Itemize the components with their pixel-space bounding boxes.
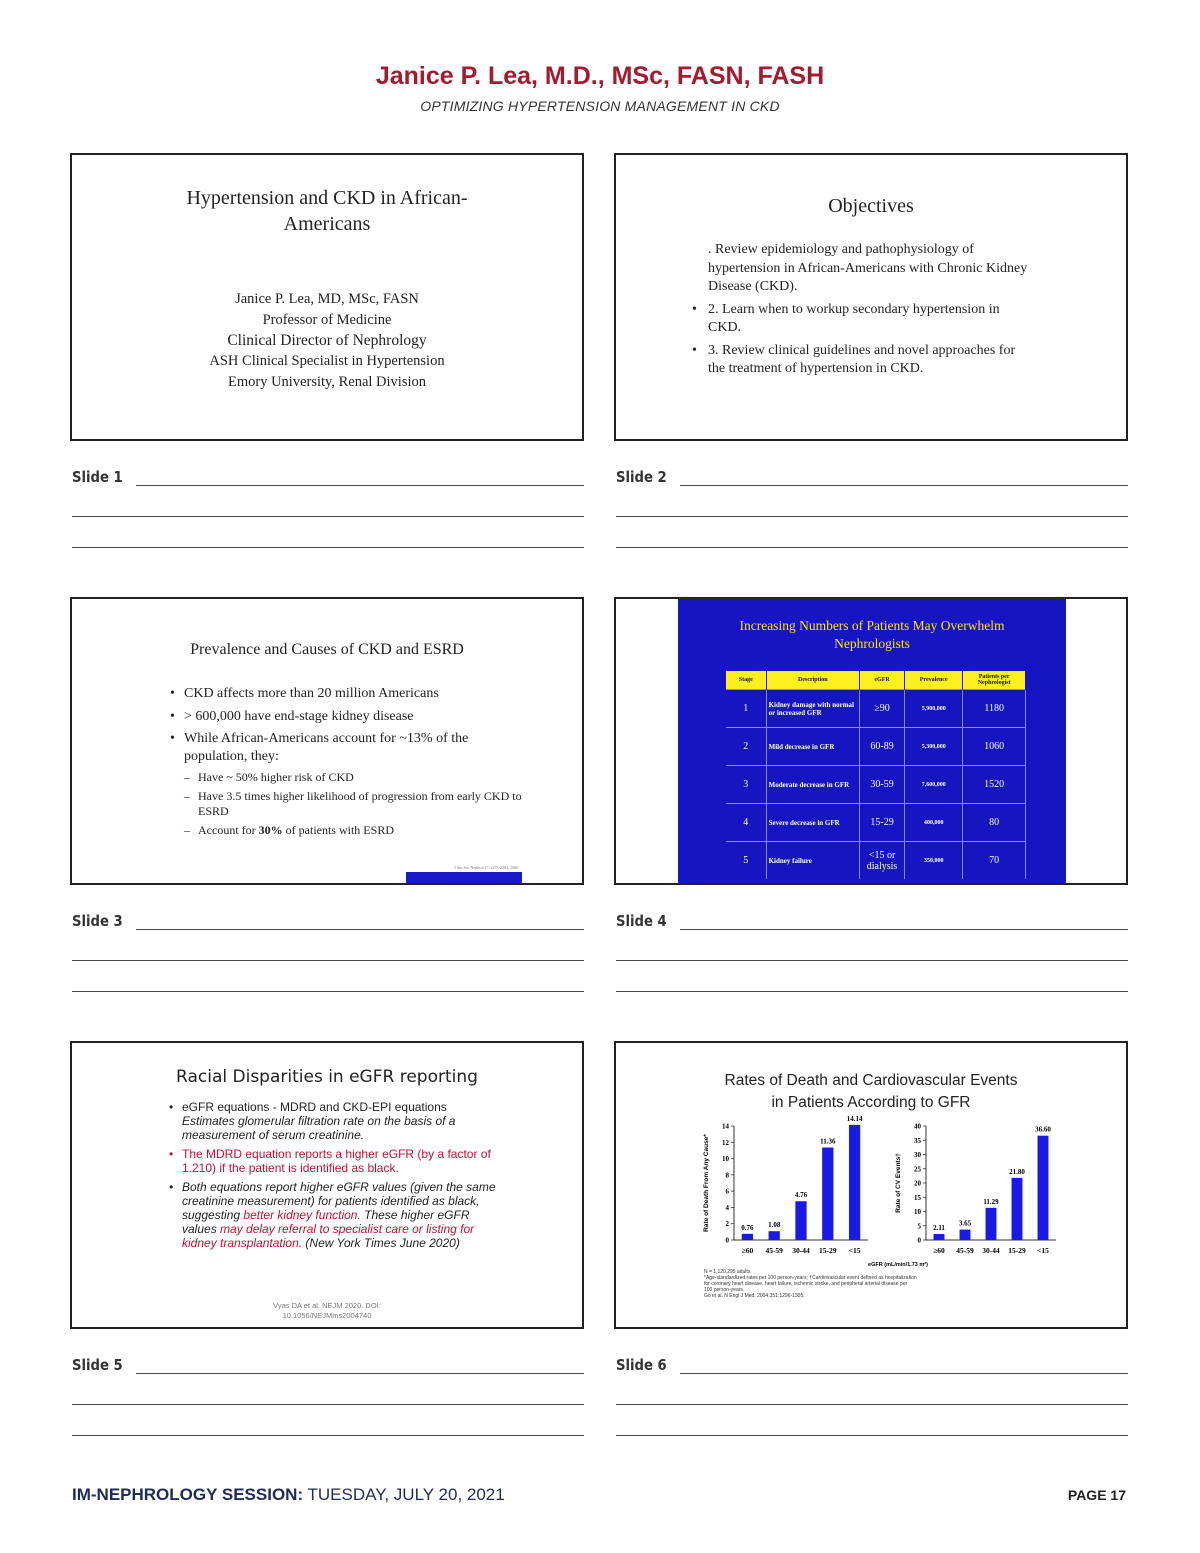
slide-6 <box>614 1041 1128 1329</box>
slide-1-title-line: Americans <box>283 213 371 235</box>
table-cell: 7,600,000 <box>905 766 963 804</box>
citation: J Am Soc Nephrol 17: 2275-2284, 2006 <box>454 865 518 870</box>
session-name: IM-NEPHROLOGY SESSION: <box>72 1485 304 1504</box>
y-tick-label: 5 <box>917 1222 921 1231</box>
x-tick-label: <15 <box>1037 1246 1049 1255</box>
slide-4-title-line: Nephrologists <box>834 636 910 651</box>
text-run: Account for <box>198 823 259 837</box>
column-header: Patients per Nephrologist <box>963 671 1026 690</box>
y-tick-label: 12 <box>722 1138 729 1147</box>
data-label: 36.60 <box>1035 1125 1051 1134</box>
chart-bar <box>986 1208 997 1240</box>
note-line <box>616 1404 1128 1405</box>
sub-list-item: – Have ~ 50% higher risk of CKD <box>198 770 524 785</box>
citation-line: 10.1056/NEJMms2004740 <box>282 1311 372 1320</box>
citation-line: Vyas DA et al. NEJM 2020. DOI: <box>273 1301 381 1310</box>
data-label: 3.65 <box>958 1219 972 1228</box>
column-header: eGFR <box>860 671 905 690</box>
table-cell: 1 <box>726 690 766 728</box>
page-title: Janice P. Lea, M.D., MSc, FASN, FASH <box>375 62 825 90</box>
y-tick-label: 10 <box>722 1155 729 1164</box>
y-axis-label: Rate of CV Events† <box>895 1153 902 1213</box>
decorative-bar <box>406 872 522 883</box>
list-item: • While African-Americans account for ~13% of the population, they: <box>184 730 524 765</box>
data-label: 1.08 <box>768 1221 781 1230</box>
page-number: PAGE 17 <box>1067 1487 1126 1503</box>
table-cell: Kidney damage with normal or increased GFR <box>766 690 859 728</box>
table-row <box>726 842 1026 880</box>
ckd-stage-table <box>726 671 1026 879</box>
highlight-text: better kidney function. <box>243 1208 361 1222</box>
presenter-role: Clinical Director of Nephrology <box>227 331 427 349</box>
text-run: Both equations report higher eGFR values (given the same creatinine measurement) for patients identified as black, suggesting <box>182 1180 496 1222</box>
x-axis-label: eGFR (mL/min/1.73 m²) <box>868 1262 928 1268</box>
table-cell: 15-29 <box>860 804 905 842</box>
table-header-row <box>726 671 1026 690</box>
y-tick-label: 20 <box>914 1179 921 1188</box>
y-tick-label: 14 <box>722 1122 729 1131</box>
slide-6-title-line: Rates of Death and Cardiovascular Events <box>724 1072 1018 1089</box>
footnote-line: *Age-standardized rates per 100 person-years; †Cardiovascular event defined as hospitalization <box>704 1275 917 1281</box>
list-item: . Review epidemiology and pathophysiology of hypertension in African-Americans with Chronic Kidney Disease (CKD). <box>708 242 1028 294</box>
y-tick-label: 40 <box>914 1122 921 1131</box>
slide-5-title: Racial Disparities in eGFR reporting <box>176 1067 478 1087</box>
slide-label: Slide 4 <box>616 912 667 930</box>
data-label: 2.11 <box>933 1223 945 1232</box>
list-item: • 2. Learn when to workup secondary hypertension in CKD. <box>708 301 1028 338</box>
table-row <box>726 728 1026 766</box>
text-run: Estimates glomerular filtration rate on the basis of a measurement of serum creatinine. <box>182 1114 456 1142</box>
note-line <box>616 960 1128 961</box>
note-line <box>616 516 1128 517</box>
slide-1-title <box>72 185 582 237</box>
chart-bar <box>795 1201 806 1240</box>
list-item <box>182 1100 502 1142</box>
data-label: 4.76 <box>794 1191 808 1200</box>
column-header: Prevalence <box>905 671 963 690</box>
x-tick-label: 45-59 <box>765 1246 783 1255</box>
footnote-line: N = 1,120,295 adults. <box>704 1269 752 1275</box>
notes-area-6 <box>616 1356 1130 1436</box>
table-cell: 5 <box>726 842 766 880</box>
presenter-role: Professor of Medicine <box>262 311 392 328</box>
y-tick-label: 2 <box>725 1220 729 1229</box>
table-cell: 5,900,000 <box>905 690 963 728</box>
chart-bar <box>849 1125 860 1240</box>
y-tick-label: 10 <box>914 1208 921 1216</box>
y-tick-label: 8 <box>725 1171 729 1180</box>
y-tick-label: 30 <box>914 1151 921 1159</box>
column-header: Stage <box>726 671 766 690</box>
table-cell: 1520 <box>963 766 1026 804</box>
x-tick-label: 30-44 <box>982 1246 1000 1255</box>
table-cell: 350,000 <box>905 842 963 880</box>
text-run: eGFR equations - MDRD and CKD-EPI equations <box>182 1100 447 1114</box>
text-run: These higher eGFR values <box>182 1208 470 1236</box>
highlight-text: may delay referral to specialist care or listing for kidney transplantation. <box>182 1222 475 1250</box>
chart-bar <box>934 1234 945 1240</box>
x-tick-label: ≥60 <box>933 1246 945 1255</box>
table-cell: Kidney failure <box>766 842 859 880</box>
chart-bar <box>1038 1136 1049 1240</box>
note-line <box>136 485 584 486</box>
data-label: 14.14 <box>846 1114 863 1123</box>
disparities-list <box>182 1100 502 1255</box>
y-tick-label: 6 <box>725 1187 729 1196</box>
note-line <box>72 960 584 961</box>
table-cell: 80 <box>963 804 1026 842</box>
note-line <box>680 929 1128 930</box>
notes-area-1 <box>72 468 586 548</box>
table-row <box>726 690 1026 728</box>
y-tick-label: 35 <box>914 1136 921 1145</box>
table-cell: 400,000 <box>905 804 963 842</box>
text-run: (New York Times June 2020) <box>302 1236 460 1250</box>
slide-2-title: Objectives <box>828 195 914 217</box>
sub-list-item <box>198 823 524 838</box>
table-cell: Mild decrease in GFR <box>766 728 859 766</box>
slide-label: Slide 5 <box>72 1356 123 1374</box>
emphasis-text: 30% <box>258 823 283 837</box>
note-line <box>616 991 1128 992</box>
slide-5 <box>70 1041 584 1329</box>
table-cell: 1180 <box>963 690 1026 728</box>
note-line <box>72 1435 584 1436</box>
prevalence-list <box>184 685 524 842</box>
chart-footnote <box>704 1269 917 1299</box>
slide-label: Slide 6 <box>616 1356 667 1374</box>
slide-3 <box>70 597 584 885</box>
chart-bar <box>1012 1178 1023 1240</box>
page-footer <box>72 1485 505 1505</box>
notes-area-5 <box>72 1356 586 1436</box>
list-item: • CKD affects more than 20 million Americans <box>184 685 524 703</box>
note-line <box>72 991 584 992</box>
table-cell: 2 <box>726 728 766 766</box>
x-tick-label: 30-44 <box>792 1246 810 1255</box>
note-line <box>680 485 1128 486</box>
chart-bar <box>742 1234 753 1240</box>
note-line <box>72 547 584 548</box>
list-item: • The MDRD equation reports a higher eGFR (by a factor of 1.210) if the patient is identified as black. <box>182 1147 502 1175</box>
note-line <box>136 929 584 930</box>
table-cell: 4 <box>726 804 766 842</box>
data-label: 0.76 <box>741 1223 754 1232</box>
list-item <box>182 1180 502 1250</box>
slide-6-title-line: in Patients According to GFR <box>771 1094 971 1111</box>
table-cell: 70 <box>963 842 1026 880</box>
presenter-name: Janice P. Lea, MD, MSc, FASN <box>235 291 419 307</box>
x-tick-label: 45-59 <box>956 1246 974 1255</box>
note-line <box>616 1435 1128 1436</box>
x-tick-label: 15-29 <box>819 1246 837 1255</box>
y-tick-label: 0 <box>725 1236 729 1245</box>
slide-4-title-line: Increasing Numbers of Patients May Overwhelm <box>739 618 1005 633</box>
chart-bar <box>822 1147 833 1240</box>
table-cell: ≥90 <box>860 690 905 728</box>
slide-1-presenter-info <box>72 289 582 393</box>
table-cell: Moderate decrease in GFR <box>766 766 859 804</box>
slide-4-panel <box>678 599 1066 885</box>
note-line <box>136 1373 584 1374</box>
slide-4-title <box>678 617 1066 653</box>
y-axis-label: Rate of Death From Any Cause* <box>703 1134 710 1232</box>
table-cell: <15 or dialysis <box>860 842 905 880</box>
slide-label: Slide 1 <box>72 468 123 486</box>
note-line <box>616 547 1128 548</box>
sub-list-item: – Have 3.5 times higher likelihood of progression from early CKD to ESRD <box>198 789 524 819</box>
citation <box>72 1301 582 1321</box>
chart-bar <box>960 1230 971 1240</box>
notes-area-3 <box>72 912 586 992</box>
note-line <box>680 1373 1128 1374</box>
y-tick-label: 25 <box>914 1165 921 1174</box>
y-tick-label: 15 <box>914 1193 921 1202</box>
slide-1-title-line: Hypertension and CKD in African- <box>186 187 468 209</box>
table-row <box>726 766 1026 804</box>
notes-area-4 <box>616 912 1130 992</box>
table-row <box>726 804 1026 842</box>
notes-area-2 <box>616 468 1130 548</box>
slide-1 <box>70 153 584 441</box>
presenter-role: ASH Clinical Specialist in Hypertension <box>209 353 445 370</box>
table-cell: 1060 <box>963 728 1026 766</box>
data-label: 11.29 <box>983 1197 999 1206</box>
footnote-line: Go et al. N Engl J Med. 2004;351:1296-1305. <box>704 1293 805 1299</box>
objectives-list <box>708 241 1028 383</box>
footnote-line: 100 person-years. <box>704 1287 745 1293</box>
x-tick-label: ≥60 <box>741 1246 754 1255</box>
list-item: • 3. Review clinical guidelines and novel approaches for the treatment of hypertension in CKD. <box>708 342 1028 379</box>
slide-label: Slide 3 <box>72 912 123 930</box>
y-tick-label: 4 <box>725 1203 729 1212</box>
table-cell: 5,300,000 <box>905 728 963 766</box>
slide-4 <box>614 597 1128 885</box>
slide-label: Slide 2 <box>616 468 667 486</box>
data-label: 11.36 <box>820 1137 836 1146</box>
session-date: TUESDAY, JULY 20, 2021 <box>303 1485 505 1504</box>
x-tick-label: <15 <box>848 1246 861 1255</box>
x-tick-label: 15-29 <box>1008 1246 1026 1255</box>
note-line <box>72 1404 584 1405</box>
table-cell: Severe decrease in GFR <box>766 804 859 842</box>
chart-bar <box>769 1231 780 1240</box>
data-label: 21.80 <box>1009 1167 1025 1176</box>
table-body <box>726 690 1026 880</box>
slide-2 <box>614 153 1128 441</box>
slide-3-title: Prevalence and Causes of CKD and ESRD <box>190 641 464 658</box>
presenter-affiliation: Emory University, Renal Division <box>227 374 426 391</box>
y-tick-label: 0 <box>917 1236 921 1245</box>
table-cell: 60-89 <box>860 728 905 766</box>
text-run: of patients with ESRD <box>282 823 394 837</box>
column-header: Description <box>766 671 859 690</box>
table-cell: 30-59 <box>860 766 905 804</box>
list-item: • > 600,000 have end-stage kidney disease <box>184 708 524 726</box>
footnote-line: for coronary heart disease, heart failure, ischemic stroke, and peripheral arterial disease per <box>704 1281 908 1287</box>
page-subtitle: OPTIMIZING HYPERTENSION MANAGEMENT IN CKD <box>420 98 780 114</box>
note-line <box>72 516 584 517</box>
table-cell: 3 <box>726 766 766 804</box>
